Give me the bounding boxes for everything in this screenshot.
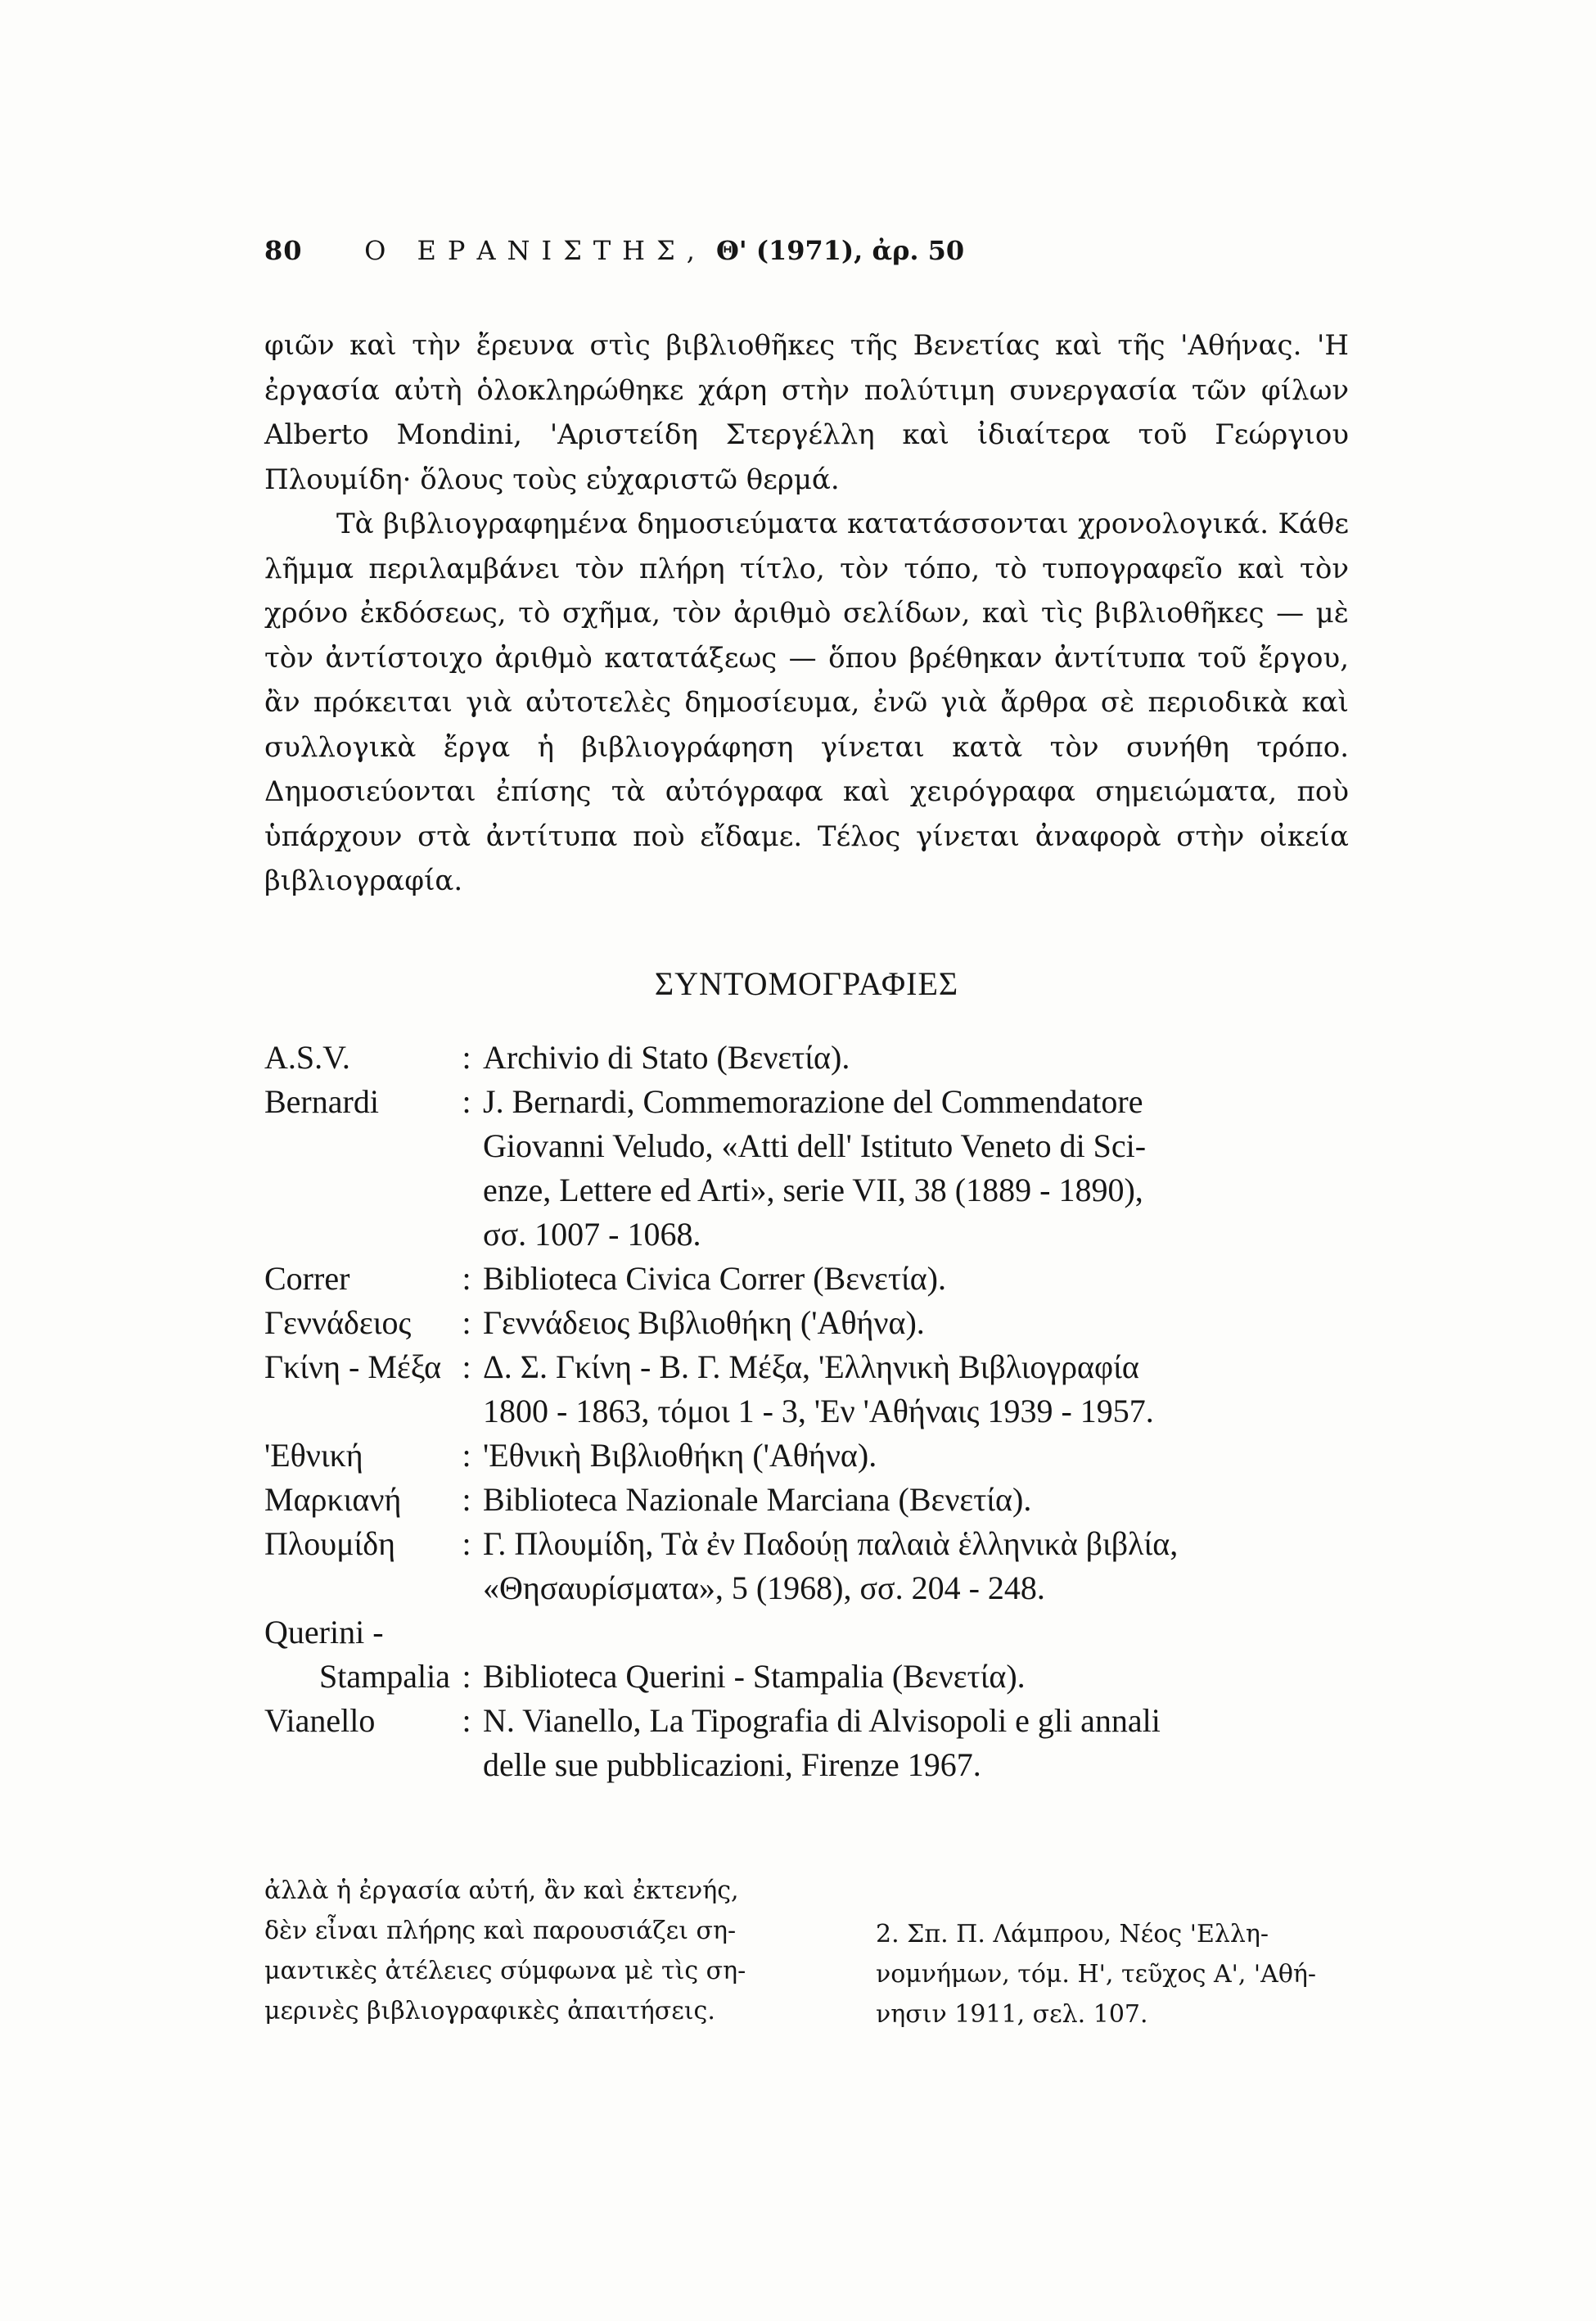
footnote-line: δὲν εἶναι πλήρης καὶ παρουσιάζει ση- — [264, 1917, 737, 1945]
abbreviation-expansion — [483, 1301, 1353, 1345]
abbreviation-line: 'Εθνικὴ Βιβλιοθήκη ('Αθήνα). — [483, 1437, 877, 1474]
paragraph: φιῶν καὶ τὴν ἔρευνα στὶς βιβλιοθῆκες τῆς Βενετίας καὶ τῆς 'Αθήνας. 'Η ἐργασία αὐτὴ ὁλοκληρώθηκε χάρη στὴν πολύτιμη συνεργασία τῶν φίλων Alberto Mondini, 'Αριστείδη Στεργέλλη καὶ ἰδιαίτερα τοῦ Γεώργιου Πλουμίδη· ὅλους τοὺς εὐχαριστῶ θερμά. — [264, 329, 1349, 496]
footnote-line: μαντικὲς ἀτέλειες σύμφωνα μὲ τὶς ση- — [264, 1957, 746, 1985]
abbreviation-row — [264, 1257, 1353, 1301]
abbreviation-expansion — [483, 1345, 1353, 1434]
abbreviation-line: Biblioteca Nazionale Marciana (Βενετία). — [483, 1481, 1032, 1518]
abbreviation-line: Γ. Πλουμίδη, Τὰ ἐν Παδούῃ παλαιὰ ἑλληνικὰ βιβλία, — [483, 1525, 1179, 1562]
abbreviation-key: Πλουμίδη — [264, 1525, 396, 1562]
abbreviation-line: σσ. 1007 - 1068. — [483, 1216, 701, 1253]
abbreviation-colon: : — [462, 1348, 471, 1385]
volume-info: Θ' (1971), ἀρ. 50 — [716, 235, 965, 266]
abbreviation-row — [264, 1699, 1353, 1787]
abbreviation-colon: : — [462, 1481, 471, 1518]
abbreviation-expansion — [483, 1655, 1353, 1699]
abbreviation-row — [264, 1301, 1353, 1345]
footnote-2 — [876, 1914, 1367, 2034]
abbreviation-colon: : — [462, 1083, 471, 1120]
section-title: ΣΥΝΤΟΜΟΓΡΑΦΙΕΣ — [654, 965, 959, 1002]
journal-title: Ο ΕΡΑΝΙΣΤΗΣ, — [364, 235, 706, 266]
abbreviation-expansion — [483, 1610, 1353, 1655]
abbreviation-expansion — [483, 1080, 1353, 1257]
abbreviation-key: 'Εθνική — [264, 1437, 363, 1474]
abbreviation-line — [483, 1610, 1353, 1655]
abbreviation-expansion — [483, 1434, 1353, 1478]
abbreviation-row — [264, 1655, 1353, 1699]
abbreviation-row — [264, 1522, 1353, 1610]
abbreviation-line: enze, Lettere ed Arti», serie VII, 38 (1889 - 1890), — [483, 1172, 1143, 1208]
paragraph: Τὰ βιβλιογραφημένα δημοσιεύματα κατατάσσονται χρονολογικά. Κάθε λῆμμα περιλαμβάνει τὸν πλήρη τίτλο, τὸν τόπο, τὸ τυπογραφεῖο καὶ τὸν χρόνο ἐκδόσεως, τὸ σχῆμα, τὸν ἀριθμὸ σελίδων, καὶ τὶς βιβλιοθῆκες — μὲ τὸν ἀντίστοιχο ἀριθμὸ κατατάξεως — ὅπου βρέθηκαν ἀντίτυπα τοῦ ἔργου, ἂν πρόκειται γιὰ αὐτοτελὲς δημοσίευμα, ἐνῶ γιὰ ἄρθρα σὲ περιοδικὰ καὶ συλλογικὰ ἔργα ἡ βιβλιογράφηση γίνεται κατὰ τὸν συνήθη τρόπο. Δημοσιεύονται ἐπίσης τὰ αὐτόγραφα καὶ χειρόγραφα σημειώματα, ποὺ ὑπάρχουν στὰ ἀντίτυπα ποὺ εἴδαμε. Τέλος γίνεται ἀναφορὰ στὴν οἰκεία βιβλιογραφία. — [264, 508, 1349, 897]
abbreviation-colon: : — [462, 1039, 471, 1076]
abbreviation-colon: : — [462, 1702, 471, 1739]
abbreviation-colon: : — [462, 1437, 471, 1474]
abbreviation-key: A.S.V. — [264, 1039, 350, 1076]
abbreviation-line: Γεννάδειος Βιβλιοθήκη ('Αθήνα). — [483, 1304, 925, 1341]
abbreviation-line: J. Bernardi, Commemorazione del Commendatore — [483, 1083, 1143, 1120]
abbreviation-expansion — [483, 1257, 1353, 1301]
abbreviations-list — [264, 1036, 1353, 1787]
abbreviation-line: delle sue pubblicazioni, Firenze 1967. — [483, 1746, 981, 1783]
abbreviation-key: Γεννάδειος — [264, 1304, 412, 1341]
abbreviation-line: Archivio di Stato (Βενετία). — [483, 1039, 850, 1076]
abbreviation-key: Querini - — [264, 1614, 384, 1650]
abbreviation-line: 1800 - 1863, τόμοι 1 - 3, 'Εν 'Αθήναις 1939 - 1957. — [483, 1393, 1154, 1429]
body-text — [264, 323, 1349, 904]
abbreviation-row — [264, 1478, 1353, 1522]
page-number: 80 — [264, 235, 303, 266]
abbreviation-colon: : — [462, 1260, 471, 1297]
abbreviation-key: Vianello — [264, 1702, 376, 1739]
abbreviation-expansion — [483, 1522, 1353, 1610]
abbreviation-line: Biblioteca Querini - Stampalia (Βενετία). — [483, 1658, 1026, 1695]
abbreviation-row — [264, 1434, 1353, 1478]
abbreviation-expansion — [483, 1478, 1353, 1522]
abbreviation-row — [264, 1080, 1353, 1257]
running-header — [264, 235, 1410, 266]
footnote-continuation — [264, 1871, 772, 2031]
abbreviation-expansion — [483, 1036, 1353, 1080]
abbreviation-row — [264, 1610, 1353, 1655]
footnote-line: 2. Σπ. Π. Λάμπρου, Νέος 'Ελλη- — [876, 1920, 1269, 1948]
abbreviation-colon — [450, 1610, 483, 1655]
abbreviation-line: N. Vianello, La Tipografia di Alvisopoli e gli annali — [483, 1702, 1161, 1739]
abbreviation-colon: : — [462, 1658, 471, 1695]
abbreviation-colon: : — [462, 1525, 471, 1562]
abbreviation-key: Stampalia — [319, 1658, 450, 1695]
abbreviation-line: Biblioteca Civica Correr (Βενετία). — [483, 1260, 946, 1297]
abbreviation-line: Δ. Σ. Γκίνη - Β. Γ. Μέξα, 'Ελληνικὴ Βιβλιογραφία — [483, 1348, 1139, 1385]
abbreviation-row — [264, 1036, 1353, 1080]
footnote-line: νομνήμων, τόμ. Η', τεῦχος Α', 'Αθή- — [876, 1960, 1317, 1989]
footnote-line: νησιν 1911, σελ. 107. — [876, 2000, 1148, 2029]
abbreviation-key: Correr — [264, 1260, 350, 1297]
abbreviation-key: Γκίνη - Μέξα — [264, 1348, 442, 1385]
abbreviation-colon: : — [462, 1304, 471, 1341]
footnote-line: ἀλλὰ ἡ ἐργασία αὐτή, ἂν καὶ ἐκτενής, — [264, 1876, 739, 1905]
abbreviation-key: Bernardi — [264, 1083, 379, 1120]
abbreviation-row — [264, 1345, 1353, 1434]
footnote-line: μερινὲς βιβλιογραφικὲς ἀπαιτήσεις. — [264, 1997, 715, 2025]
abbreviation-line: «Θησαυρίσματα», 5 (1968), σσ. 204 - 248. — [483, 1569, 1045, 1606]
abbreviation-line: Giovanni Veludo, «Atti dell' Istituto Veneto di Sci- — [483, 1127, 1147, 1164]
abbreviation-expansion — [483, 1699, 1353, 1787]
abbreviation-key: Μαρκιανή — [264, 1481, 402, 1518]
